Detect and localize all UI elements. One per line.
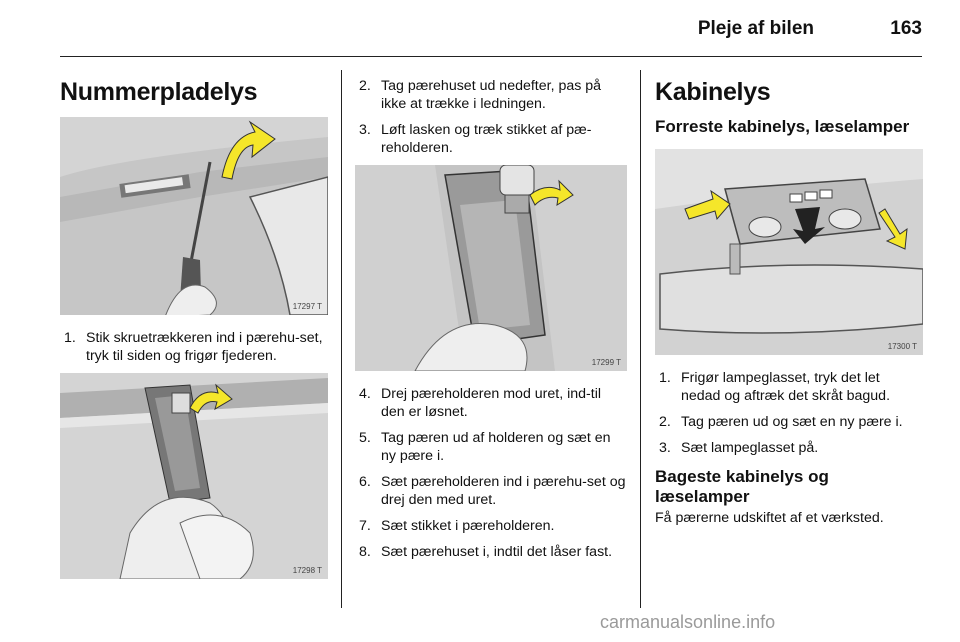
figure-bulb-holder: [355, 165, 627, 371]
workshop-note: Få pærerne udskiftet af et værksted.: [655, 510, 884, 526]
steps-list-1: [60, 329, 328, 365]
section-heading-nummerpladelys: Nummerpladelys: [60, 78, 258, 106]
figure-code: 17297 T: [292, 302, 322, 311]
list-item: 3. Sæt lampeglasset på.: [659, 440, 819, 456]
figure-plate-light-housing: [60, 373, 328, 579]
figure-code: 17298 T: [292, 566, 322, 575]
steps-list-2a: [355, 77, 627, 157]
list-item: 7. Sæt stikket i pæreholderen.: [359, 518, 555, 534]
list-item: 6. Sæt pæreholderen ind i pærehu-set og drej den med uret.: [359, 474, 626, 508]
section-heading-kabinelys: Kabinelys: [655, 78, 771, 106]
list-item: 4. Drej pæreholderen mod uret, ind-til den er løsnet.: [359, 386, 602, 420]
column-divider-2: [640, 70, 641, 608]
list-item: 2. Tag pæren ud og sæt en ny pære i.: [659, 414, 903, 430]
figure-code: 17299 T: [591, 358, 621, 367]
column-2: [355, 77, 627, 569]
column-divider-1: [341, 70, 342, 608]
list-item: 3. Løft lasken og træk stikket af pæ-reholderen.: [359, 122, 592, 156]
list-item: 1. Frigør lampeglasset, tryk det let nedad og aftræk det skråt bagud.: [659, 370, 891, 404]
figure-reading-lamps: [655, 149, 923, 355]
figure-screwdriver-plate-light: [60, 117, 328, 315]
list-item: 8. Sæt pærehuset i, indtil det låser fast.: [359, 544, 613, 560]
list-item: 5. Tag pæren ud af holderen og sæt en ny pære i.: [359, 430, 611, 464]
watermark: carmanualsonline.info: [600, 612, 776, 632]
list-item: 2. Tag pærehuset ud nedefter, pas på ikke at trække i ledningen.: [359, 78, 602, 112]
column-1: [60, 70, 328, 579]
header-title: Pleje af bilen: [697, 18, 814, 39]
list-item: 1. Stik skruetrækkeren ind i pærehu-set, tryk til siden og frigør fjederen.: [64, 330, 323, 364]
subheading-forreste: Forreste kabinelys, læselamper: [655, 117, 910, 136]
steps-list-2b: [355, 385, 627, 561]
column-3: [655, 70, 923, 527]
steps-list-3: [655, 369, 923, 457]
header-rule: [60, 56, 922, 57]
subheading-bageste: Bageste kabinelys og læselamper: [655, 467, 829, 506]
page-number: 163: [890, 18, 922, 39]
figure-code: 17300 T: [887, 342, 917, 351]
